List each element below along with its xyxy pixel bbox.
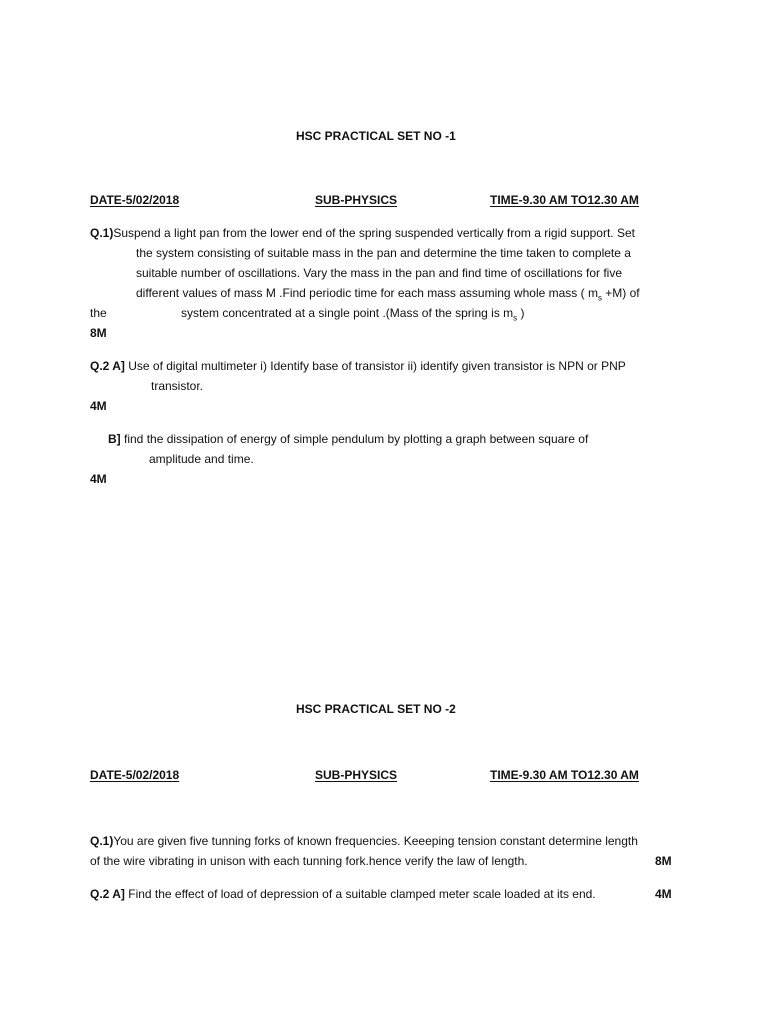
set1-q1-line1: [90, 223, 635, 243]
set1-q2a-label: Q.2 A]: [90, 359, 125, 373]
set1-q1-label: Q.1): [90, 226, 114, 240]
set2-q1-line1: [90, 831, 638, 851]
set1-q2b-line2: amplitude and time.: [149, 452, 254, 466]
set1-subject: SUB-PHYSICS: [315, 193, 398, 207]
set1-q1-line5-sub: s: [513, 313, 518, 323]
set1-q1-line3: suitable number of oscillations. Vary the mass in the pan and find time of oscillations for five: [136, 266, 623, 280]
set1-q2b-marks: 4M: [90, 472, 107, 486]
set1-time: TIME-9.30 AM TO12.30 AM: [490, 193, 639, 207]
set1-q1-line4-b: +M) of: [601, 286, 640, 300]
set1-q1-line4-sub: s: [597, 293, 602, 303]
set1-q2a-text1: Use of digital multimeter i) Identify base of transistor ii) identify given transistor is NPN or PNP: [124, 359, 626, 373]
set2-time: TIME-9.30 AM TO12.30 AM: [490, 768, 639, 782]
set2-q1-text1: You are given five tunning forks of known frequencies. Keeeping tension constant determine length: [113, 834, 638, 848]
set1-q1-line2: the system consisting of suitable mass in the pan and determine the time taken to complete a: [136, 246, 631, 260]
set2-q2a-label: Q.2 A]: [90, 887, 125, 901]
set2-q1-label: Q.1): [90, 834, 114, 848]
set1-q2a-line2: transistor.: [151, 379, 204, 393]
set1-q1-text1: Suspend a light pan from the lower end of the spring suspended vertically from a rigid support. Set: [113, 226, 635, 240]
set1-q2b-text1: find the dissipation of energy of simple pendulum by plotting a graph between square of: [120, 432, 589, 446]
set1-title: HSC PRACTICAL SET NO -1: [296, 129, 456, 143]
set1-q2a-marks: 4M: [90, 399, 107, 413]
set2-subject: SUB-PHYSICS: [315, 768, 398, 782]
set1-q2a-line1: [90, 356, 626, 376]
set1-q1-line5-the: the: [90, 306, 107, 320]
set1-q1-marks: 8M: [90, 326, 107, 340]
set1-q2b-line1: [108, 429, 588, 449]
set2-date: DATE-5/02/2018: [90, 768, 180, 782]
set2-q1-line2: of the wire vibrating in unison with each tunning fork.hence verify the law of length.: [90, 854, 528, 868]
set2-title: HSC PRACTICAL SET NO -2: [296, 702, 456, 716]
set1-date: DATE-5/02/2018: [90, 193, 180, 207]
set1-q1-line5: [181, 303, 525, 328]
set1-q1-line5-a: system concentrated at a single point .(Mass of the spring is m: [181, 306, 514, 320]
set1-q1-line5-b: ): [517, 306, 525, 320]
set2-q2a-text1: Find the effect of load of depression of a suitable clamped meter scale loaded at its end.: [124, 887, 596, 901]
set2-q2a-line1: [90, 884, 596, 904]
set1-q1-line4-a: different values of mass M .Find periodic time for each mass assuming whole mass ( m: [136, 286, 598, 300]
set2-q1-marks: 8M: [655, 854, 672, 868]
set1-q2b-label: B]: [108, 432, 121, 446]
set2-q2a-marks: 4M: [655, 887, 672, 901]
